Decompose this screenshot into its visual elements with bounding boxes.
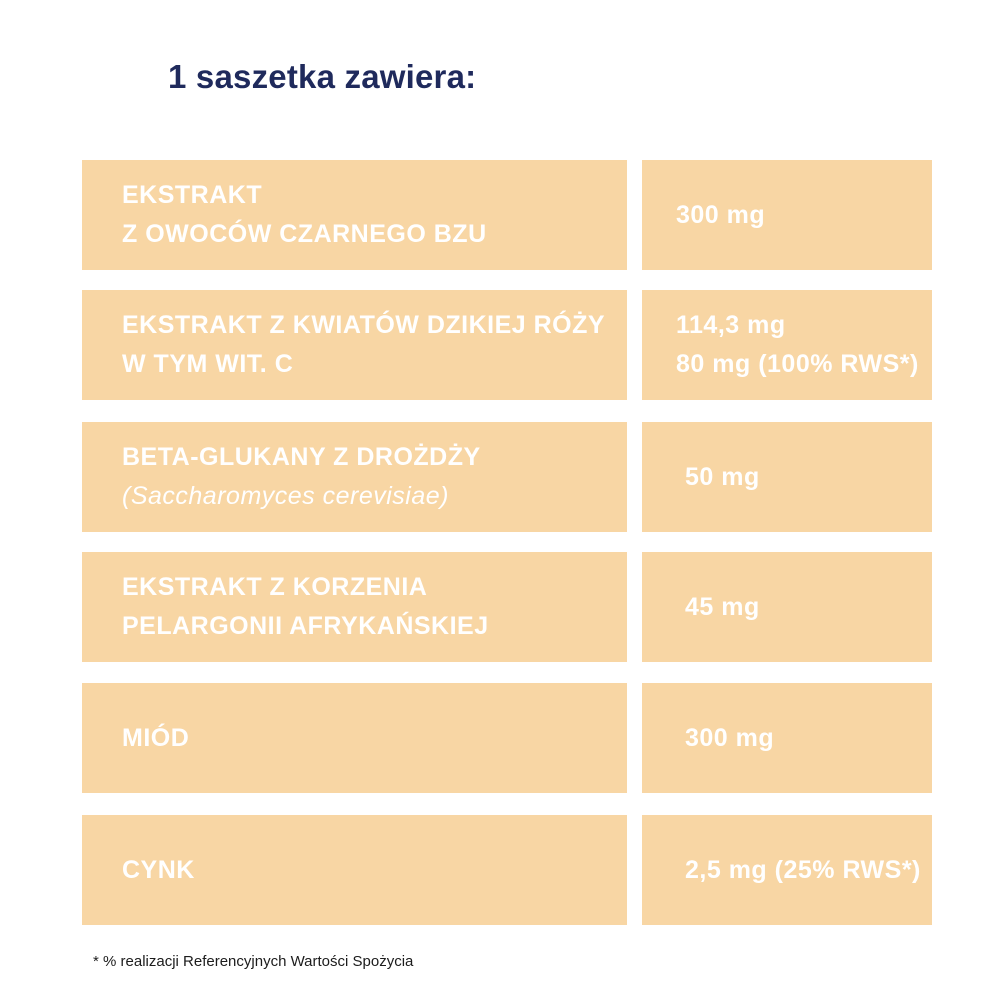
ingredient-name: EKSTRAKT — [122, 181, 263, 209]
ingredient-name: MIÓD — [122, 723, 190, 752]
page-title: 1 saszetka zawiera: — [168, 58, 477, 95]
ingredient-amount-cell — [642, 552, 932, 662]
ingredient-amount: 45 mg — [685, 592, 760, 621]
ingredient-amount-cell — [642, 815, 932, 925]
ingredient-name-cell — [82, 683, 627, 793]
ingredient-name-cell — [82, 815, 627, 925]
ingredient-name: BETA-GLUKANY Z DROŻDŻY — [122, 443, 481, 471]
table-row — [82, 160, 932, 270]
ingredient-amount: 50 mg — [685, 462, 760, 491]
ingredient-name: W TYM WIT. C — [122, 350, 294, 378]
ingredient-name-cell — [82, 422, 627, 532]
ingredient-name: CYNK — [122, 855, 195, 884]
table-row — [82, 290, 932, 400]
ingredient-amount: 300 mg — [685, 723, 775, 752]
table-row — [82, 422, 932, 532]
ingredient-amount: 80 mg (100% RWS*) — [676, 350, 919, 378]
ingredient-amount-cell — [642, 160, 932, 270]
ingredient-name-cell — [82, 160, 627, 270]
ingredient-latin-name: (Saccharomyces cerevisiae) — [122, 482, 449, 510]
ingredient-name: PELARGONII AFRYKAŃSKIEJ — [122, 612, 489, 640]
ingredient-amount-cell — [642, 683, 932, 793]
ingredient-amount: 114,3 mg — [676, 311, 786, 339]
ingredient-name-cell — [82, 290, 627, 400]
ingredient-name: EKSTRAKT Z KWIATÓW DZIKIEJ RÓŻY — [122, 311, 606, 339]
ingredient-amount: 2,5 mg (25% RWS*) — [685, 855, 921, 884]
ingredient-name: Z OWOCÓW CZARNEGO BZU — [122, 220, 487, 248]
ingredient-name-cell — [82, 552, 627, 662]
ingredient-amount-cell — [642, 422, 932, 532]
table-row — [82, 683, 932, 793]
footnote: * % realizacji Referencyjnych Wartości Spożycia — [93, 953, 414, 970]
table-row — [82, 815, 932, 925]
ingredient-amount-cell — [642, 290, 932, 400]
table-row — [82, 552, 932, 662]
ingredient-name: EKSTRAKT Z KORZENIA — [122, 573, 428, 601]
ingredient-amount: 300 mg — [676, 200, 766, 229]
